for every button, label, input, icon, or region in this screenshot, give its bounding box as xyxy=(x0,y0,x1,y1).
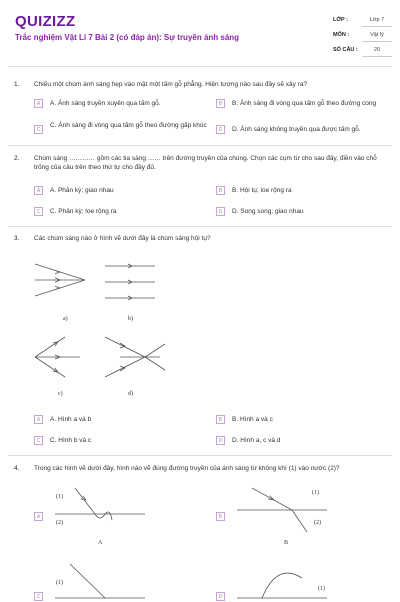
question-text: Chiếu một chùm ánh sáng hẹp vào mặt một tấm gỗ phẳng. Hiện tượng nào sau đây sẽ xảy ra? xyxy=(34,81,308,88)
option-text: D. Song song; giao nhau xyxy=(232,208,304,215)
medium-label-1: (1) xyxy=(56,494,63,500)
option-box-c[interactable]: C xyxy=(34,592,43,601)
medium-label-1: (1) xyxy=(56,580,63,586)
beam-diagram-c xyxy=(35,337,80,377)
refraction-figure-c xyxy=(50,560,150,600)
option-text: C. Ánh sáng đi vòng qua tấm gỗ theo đường gấp khúc xyxy=(50,122,207,129)
figure-label-b: b) xyxy=(128,316,133,322)
beam-diagram-b xyxy=(105,264,155,300)
header-divider xyxy=(8,66,392,67)
figure-label-d: d) xyxy=(128,391,133,397)
meta-underline xyxy=(362,26,392,27)
meta-value-subject: Vật lý xyxy=(370,32,384,38)
option-box-d[interactable]: D xyxy=(216,207,225,216)
medium-label-2: (2) xyxy=(56,520,63,526)
option-text: D. Ánh sáng không truyền qua được tấm gỗ. xyxy=(232,126,361,133)
meta-underline xyxy=(362,41,392,42)
question-text: Chùm sáng ………… gồm các tia sáng …… trên đường truyền của chúng. Chọn các cụm từ cho sau đây, điền vào chỗ trống của câu trên theo thứ tự cho đầy đủ. xyxy=(34,155,377,171)
question-divider xyxy=(8,455,392,456)
question-number: 4. xyxy=(14,465,20,472)
medium-label-1: (1) xyxy=(312,490,319,496)
option-box-a[interactable]: A xyxy=(34,186,43,195)
figure-caption-b: B xyxy=(284,540,289,546)
option-text: B. Hội tụ; loe rộng ra xyxy=(232,187,292,194)
quizizz-logo: QUIZIZZ xyxy=(15,13,76,30)
meta-value-count: 20 xyxy=(373,47,381,53)
option-box-b[interactable]: B xyxy=(216,186,225,195)
option-box-d[interactable]: D xyxy=(216,125,225,134)
option-text: B. Ánh sáng đi vòng qua tấm gỗ theo đường cong xyxy=(232,100,377,107)
option-text: B. Hình a và c xyxy=(232,416,273,423)
option-box-b[interactable]: B xyxy=(216,512,225,521)
figure-label-c: c) xyxy=(58,391,63,397)
light-beams-figure xyxy=(25,252,205,402)
meta-underline xyxy=(362,56,392,57)
question-divider xyxy=(8,145,392,146)
option-box-c[interactable]: C xyxy=(34,207,43,216)
beam-diagram-a xyxy=(35,264,85,296)
question-divider xyxy=(8,226,392,227)
option-text: C. Hình b và c xyxy=(50,437,92,444)
option-text: C. Phân kỳ; loe rộng ra xyxy=(50,208,117,215)
option-box-c[interactable]: C xyxy=(34,125,43,134)
option-box-b[interactable]: B xyxy=(216,99,225,108)
document-title: Trắc nghiệm Vật Lí 7 Bài 2 (có đáp án): Sự truyền ánh sáng xyxy=(15,33,240,42)
meta-label-grade: LỚP : xyxy=(333,17,348,23)
question-number: 3. xyxy=(14,235,20,242)
question-number: 1. xyxy=(14,81,20,88)
medium-label-2: (2) xyxy=(314,520,321,526)
question-text: Các chùm sáng nào ở hình vẽ dưới đây là chùm sáng hội tụ? xyxy=(34,235,211,242)
option-text: A. Phân kỳ; giao nhau xyxy=(50,187,114,194)
refraction-figure-a xyxy=(50,482,150,547)
option-box-d[interactable]: D xyxy=(216,592,225,601)
meta-label-count: SỐ CÂU : xyxy=(333,47,358,53)
question-text: Trong các hình vẽ dưới đây, hình nào vẽ đúng đường truyền của ánh sáng từ không khí (1) vào nước (2)? xyxy=(34,465,340,472)
option-box-d[interactable]: D xyxy=(216,436,225,445)
option-box-a[interactable]: A xyxy=(34,415,43,424)
beam-diagram-d xyxy=(105,337,165,377)
option-box-a[interactable]: A xyxy=(34,99,43,108)
option-text: D. Hình a, c và d xyxy=(232,437,281,444)
option-box-c[interactable]: C xyxy=(34,436,43,445)
medium-label-1: (1) xyxy=(318,586,325,592)
refraction-figure-b xyxy=(232,482,332,547)
meta-value-grade: Lớp 7 xyxy=(369,17,385,23)
figure-caption-a: A xyxy=(98,540,103,546)
option-box-b[interactable]: B xyxy=(216,415,225,424)
option-text: A. Ánh sáng truyền xuyên qua tấm gỗ. xyxy=(50,100,161,107)
figure-label-a: a) xyxy=(63,316,68,322)
option-box-a[interactable]: A xyxy=(34,512,43,521)
option-text: A. Hình a và b xyxy=(50,416,92,423)
meta-label-subject: MÔN : xyxy=(333,32,350,38)
refraction-figure-d xyxy=(232,560,332,600)
question-number: 2. xyxy=(14,155,20,162)
